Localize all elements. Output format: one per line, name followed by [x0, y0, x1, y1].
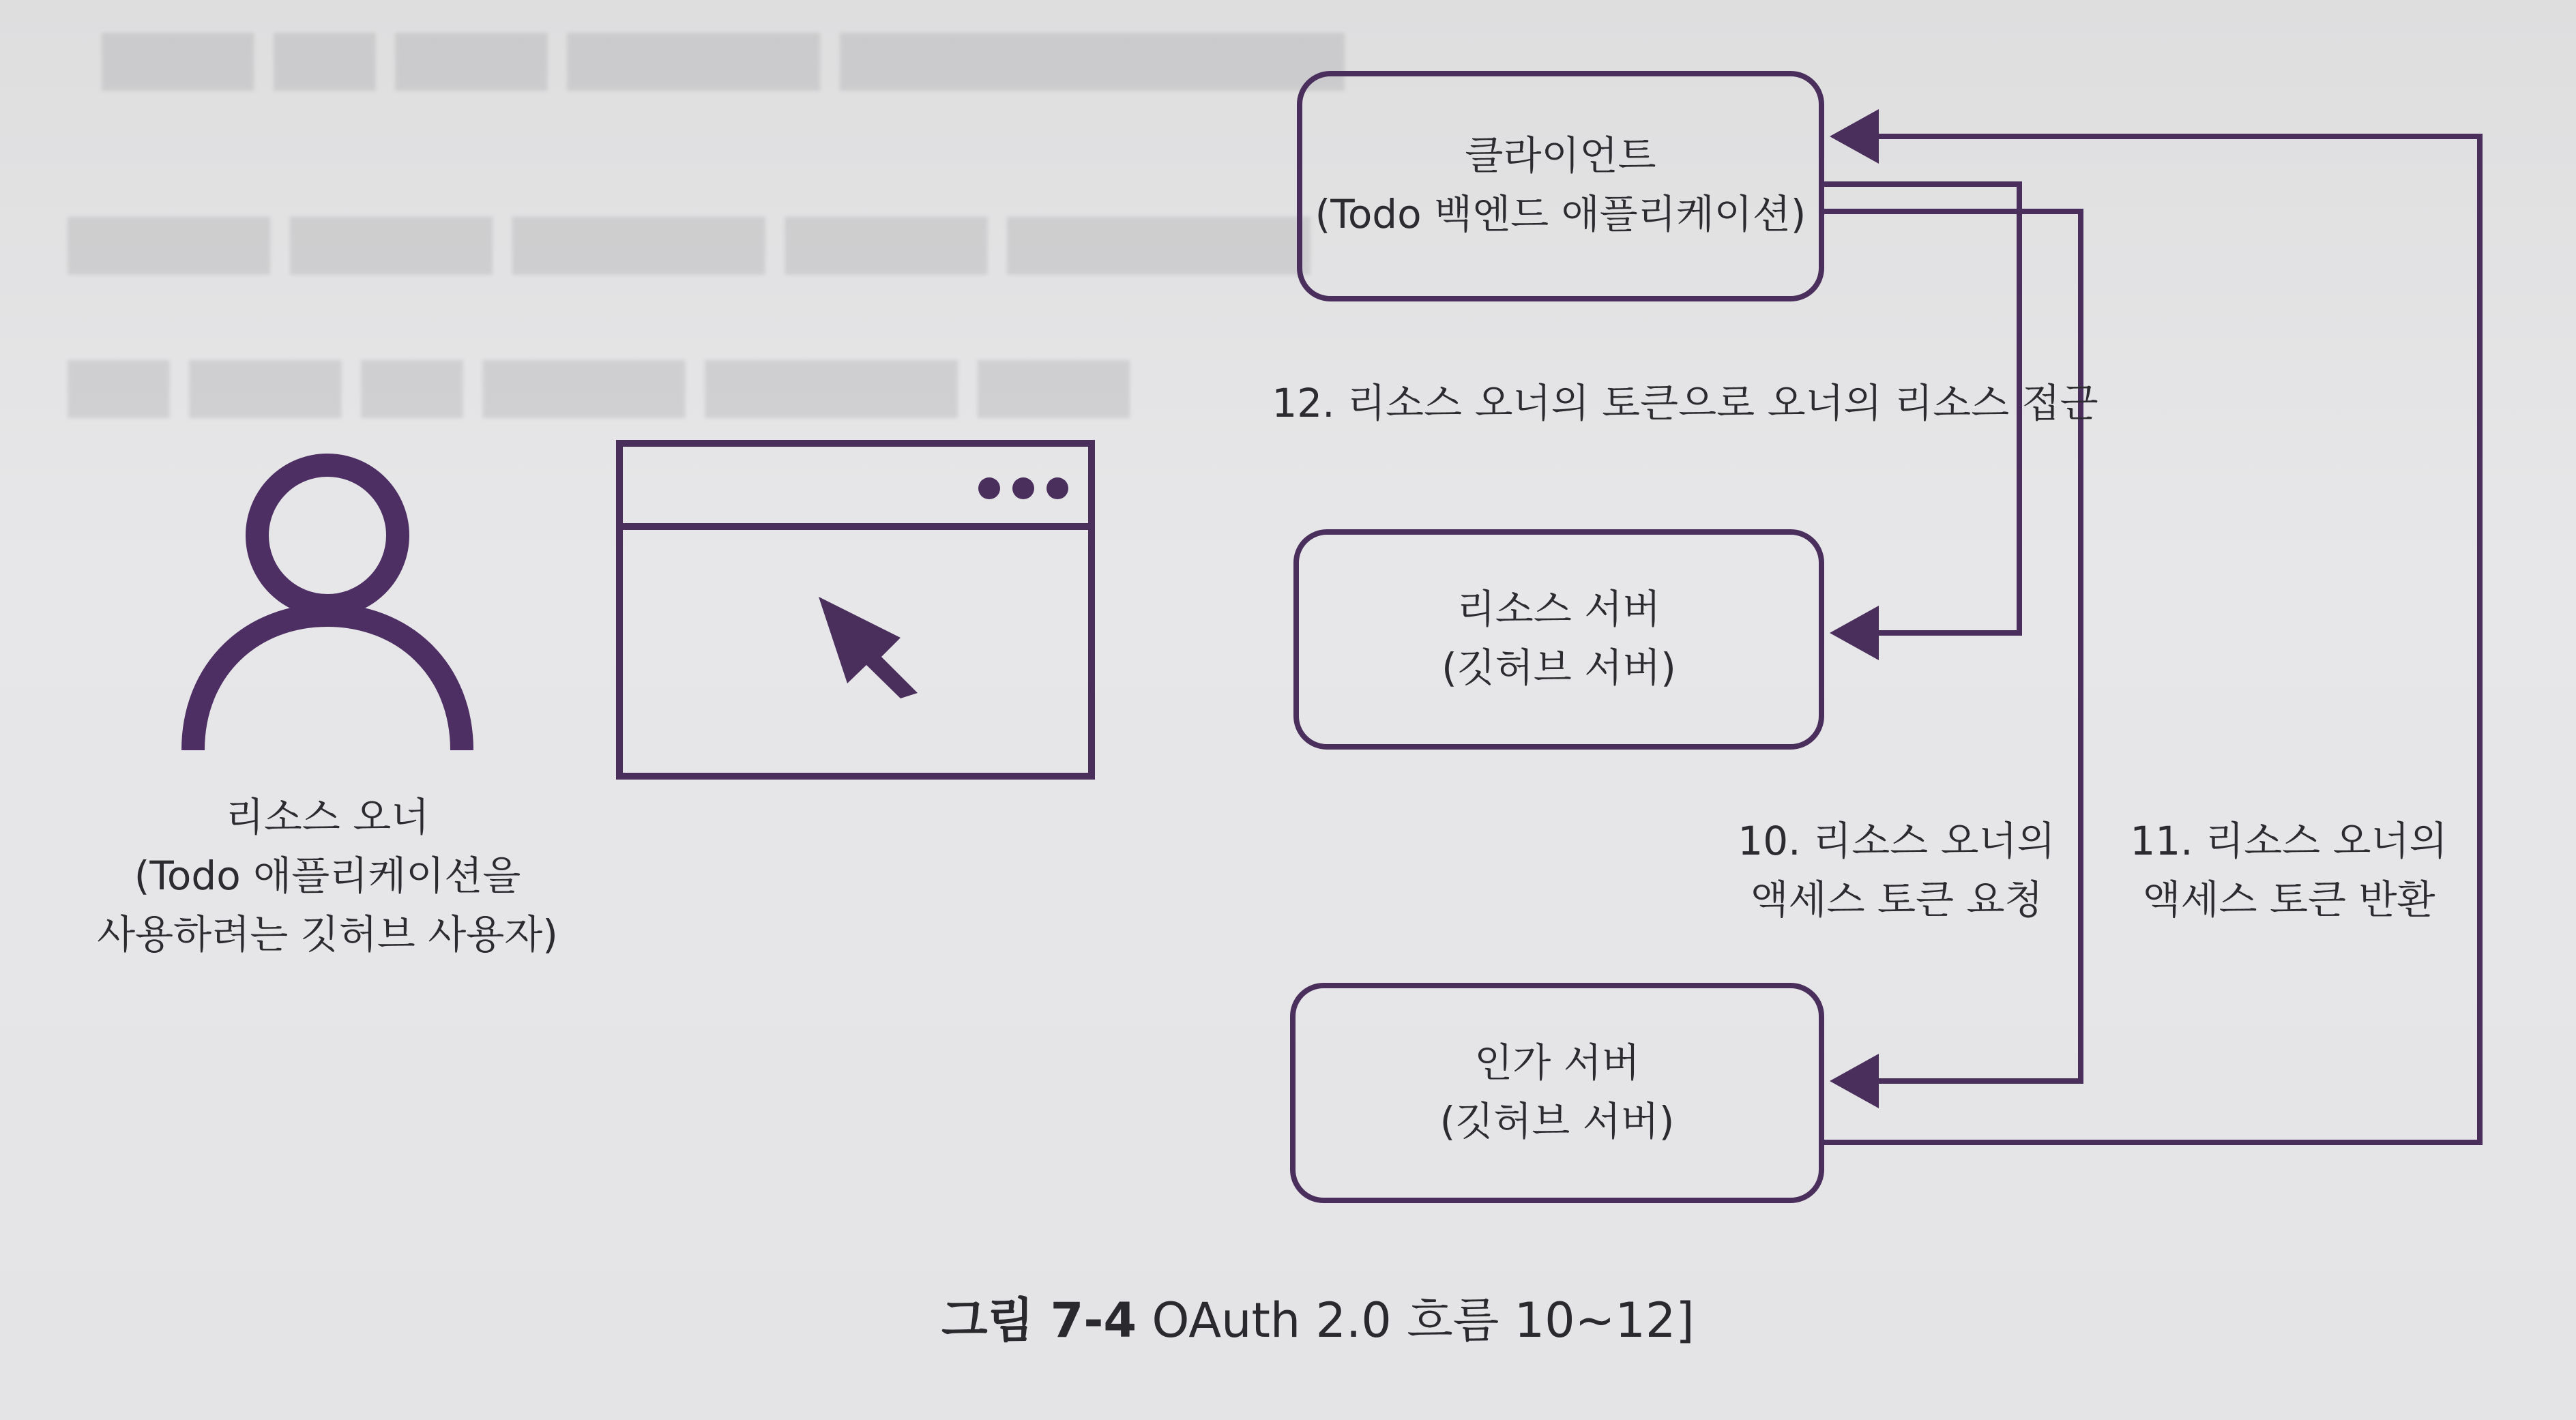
client-label	[1300, 126, 1821, 243]
ellipsis-icon	[978, 477, 1068, 499]
edge-step12-label	[1160, 374, 2210, 432]
auth-server-label	[1293, 1033, 1821, 1151]
edge-step10-label	[1726, 812, 2067, 929]
user-icon	[193, 465, 462, 750]
edge-step11-text-2: 액세스 토큰 반환	[2142, 876, 2435, 923]
browser-window-icon	[619, 443, 1092, 776]
edge-step11-arrow	[1821, 136, 2480, 1142]
bleed-through-text: ▆▆▆▆ ▆▆▆▆ ▆▆▆▆▆ ▆▆▆▆ ▆▆▆▆▆▆	[68, 198, 1311, 274]
resource-owner-desc-2: 사용하려는 깃허브 사용자)	[97, 911, 558, 958]
figure-title: OAuth 2.0 흐름 10~12]	[1152, 1292, 1695, 1348]
resource-server-title: 리소스 서버	[1457, 586, 1661, 632]
resource-server-label	[1296, 580, 1821, 697]
bleed-through-text: ▆▆▆ ▆▆ ▆▆▆ ▆▆▆▆▆ ▆▆▆▆▆▆▆▆▆▆	[102, 14, 1345, 90]
cursor-arrow-icon	[819, 597, 918, 698]
figure-caption	[941, 1282, 1695, 1351]
resource-owner-desc-1: (Todo 애플리케이션을	[134, 853, 521, 899]
resource-server-subtitle: (깃허브 서버)	[1441, 645, 1676, 691]
auth-server-subtitle: (깃허브 서버)	[1439, 1098, 1675, 1144]
resource-owner-title: 리소스 오너	[225, 794, 430, 840]
bleed-through-text: ▆▆ ▆▆▆ ▆▆ ▆▆▆▆ ▆▆▆▆▆ ▆▆▆	[68, 341, 1130, 417]
edge-step12-text: 12. 리소스 오너의 토큰으로 오너의 리소스 접근	[1272, 380, 2098, 426]
resource-owner-label	[41, 788, 614, 964]
figure-number: 그림 7-4	[941, 1292, 1137, 1348]
client-title: 클라이언트	[1465, 132, 1656, 179]
client-subtitle: (Todo 백엔드 애플리케이션)	[1315, 191, 1806, 237]
edge-step11-text-1: 11. 리소스 오너의	[2130, 818, 2448, 864]
edge-step11-label	[2118, 812, 2459, 929]
auth-server-title: 인가 서버	[1474, 1039, 1640, 1086]
edge-step10-arrow	[1821, 211, 2081, 1081]
edge-step10-text-1: 10. 리소스 오너의	[1738, 818, 2055, 864]
edge-step10-text-2: 액세스 토큰 요청	[1750, 876, 2043, 923]
